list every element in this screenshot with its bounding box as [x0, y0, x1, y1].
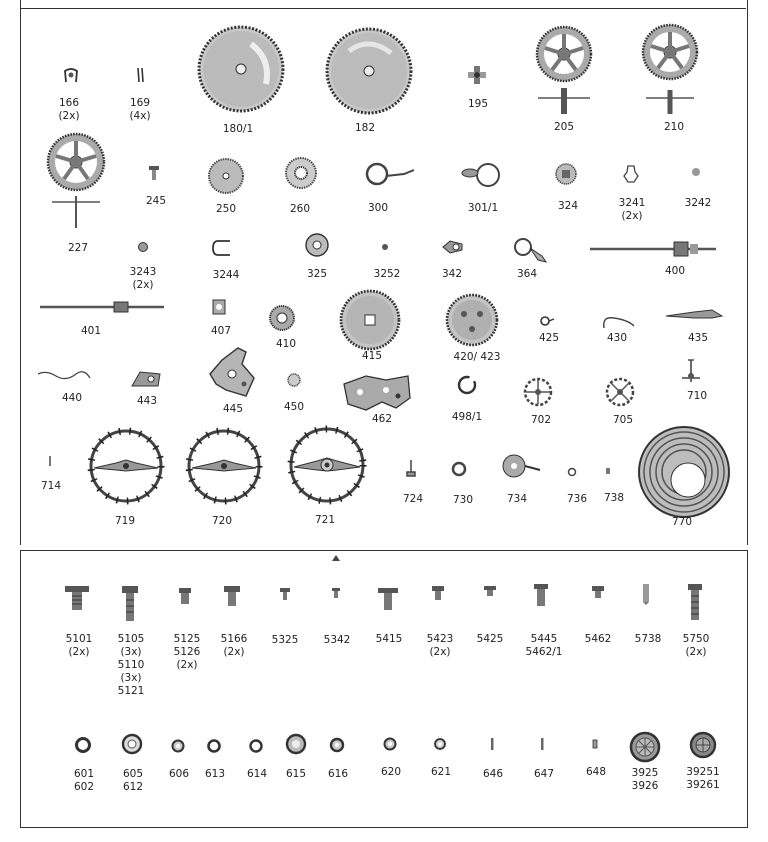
label-721: [315, 514, 335, 527]
jewel-3925: [628, 730, 662, 764]
label-401: [81, 325, 101, 338]
label-line: (3x): [120, 672, 142, 684]
label-245: [146, 195, 166, 208]
part-736: [566, 466, 578, 478]
jewel-606: [170, 738, 186, 754]
label-line: 5415: [375, 633, 403, 645]
label-line: 5462/1: [525, 646, 563, 658]
part-450: [286, 372, 302, 388]
label-line: 462: [371, 413, 393, 425]
label-line: 410: [275, 338, 297, 350]
label-line: 325: [306, 268, 328, 280]
label-5415: [376, 633, 403, 646]
label-line: 5110: [117, 659, 145, 671]
label-line: 620: [380, 766, 402, 778]
label-614: [247, 768, 267, 781]
label-601: [74, 768, 94, 794]
part-425: [538, 314, 556, 328]
label-line: 401: [80, 325, 102, 337]
part-721: [286, 424, 368, 506]
label-line: 646: [482, 768, 504, 780]
jewel-620: [382, 736, 398, 752]
label-line: 721: [314, 514, 336, 526]
label-line: 420/ 423: [453, 351, 501, 363]
label-line: 245: [145, 195, 167, 207]
label-420-423: [454, 351, 501, 364]
label-line: 602: [73, 781, 95, 793]
label-730: [453, 494, 473, 507]
label-line: 3926: [631, 780, 659, 792]
label-line: 440: [61, 392, 83, 404]
label-462: [372, 413, 392, 426]
label-5462: [585, 633, 612, 646]
label-line: 3242: [684, 197, 712, 209]
label-342: [442, 268, 462, 281]
label-705: [613, 414, 633, 427]
label-line: 614: [246, 768, 268, 780]
part-3241: [622, 164, 640, 184]
part-710: [678, 358, 704, 388]
label-5423: [427, 633, 454, 659]
label-5105: [118, 633, 145, 698]
label-5445: [526, 633, 563, 659]
label-616: [328, 768, 348, 781]
label-3925: [632, 767, 659, 793]
part-720: [184, 426, 264, 506]
label-line: 730: [452, 494, 474, 506]
label-5342: [324, 634, 351, 647]
label-line: 5423: [426, 633, 454, 645]
label-line: 702: [530, 414, 552, 426]
label-line: 606: [168, 768, 190, 780]
screw-5462: [590, 584, 606, 600]
part-435: [664, 304, 724, 324]
label-440: [62, 392, 82, 405]
label-210: [664, 121, 684, 134]
label-169: [129, 97, 150, 123]
label-line: 770: [671, 516, 693, 528]
label-line: 400: [664, 265, 686, 277]
label-line: 443: [136, 395, 158, 407]
label-3243: [130, 266, 157, 292]
label-line: 445: [222, 403, 244, 415]
label-719: [115, 515, 135, 528]
jewel-621: [432, 736, 448, 752]
label-line: (2x): [58, 110, 80, 122]
label-line: 5166: [220, 633, 248, 645]
label-line: (4x): [129, 110, 151, 122]
label-line: 39261: [686, 779, 720, 791]
label-line: 616: [327, 768, 349, 780]
label-300: [368, 202, 388, 215]
label-line: 605: [122, 768, 144, 780]
label-line: 3252: [373, 268, 401, 280]
label-39251: [686, 766, 719, 792]
screw-5738: [640, 582, 652, 606]
label-400: [665, 265, 685, 278]
label-5101: [66, 633, 93, 659]
label-250: [216, 203, 236, 216]
part-364: [512, 236, 548, 264]
label-line: 5750: [682, 633, 710, 645]
label-line: 364: [516, 268, 538, 280]
label-606: [169, 768, 189, 781]
label-714: [41, 480, 61, 493]
label-line: 5325: [271, 634, 299, 646]
part-702: [520, 374, 556, 410]
label-line: 5342: [323, 634, 351, 646]
part-407: [210, 298, 228, 316]
label-736: [567, 493, 587, 506]
part-250: [206, 156, 246, 196]
jewel-39251: [688, 730, 718, 760]
label-620: [381, 766, 401, 779]
label-724: [403, 493, 423, 506]
part-205: [534, 24, 594, 120]
part-260: [284, 156, 318, 190]
part-3242: [690, 166, 702, 178]
label-line: 719: [114, 515, 136, 527]
part-227: [44, 132, 108, 232]
part-210: [640, 22, 700, 118]
screw-5425: [482, 584, 498, 598]
screw-5105: [120, 584, 140, 624]
label-line: 3243: [129, 266, 157, 278]
label-498-1: [452, 411, 482, 424]
label-195: [468, 98, 488, 111]
label-line: 342: [441, 268, 463, 280]
jewel-613: [206, 738, 222, 754]
label-line: 430: [606, 332, 628, 344]
label-line: (2x): [223, 646, 245, 658]
part-705: [602, 374, 638, 410]
label-5166: [221, 633, 248, 659]
part-324: [554, 162, 578, 186]
jewel-647: [538, 736, 546, 752]
label-line: 5738: [634, 633, 662, 645]
part-770: [636, 424, 732, 520]
label-line: 169: [129, 97, 151, 109]
label-line: 301/1: [467, 202, 499, 214]
screw-5415: [376, 586, 400, 612]
label-line: 227: [67, 242, 89, 254]
part-738: [604, 466, 612, 476]
label-line: 180/1: [222, 123, 254, 135]
part-730: [450, 460, 468, 478]
label-line: 250: [215, 203, 237, 215]
label-line: (2x): [68, 646, 90, 658]
label-line: 714: [40, 480, 62, 492]
label-325: [307, 268, 327, 281]
part-3243: [136, 240, 150, 254]
label-line: 648: [585, 766, 607, 778]
part-400: [588, 238, 718, 258]
label-line: 425: [538, 332, 560, 344]
label-621: [431, 766, 451, 779]
label-line: 705: [612, 414, 634, 426]
label-364: [517, 268, 537, 281]
label-line: 182: [354, 122, 376, 134]
label-line: 3925: [631, 767, 659, 779]
label-line: 3241: [618, 197, 646, 209]
label-line: 601: [73, 768, 95, 780]
label-line: 300: [367, 202, 389, 214]
label-line: (2x): [621, 210, 643, 222]
label-line: (3x): [120, 646, 142, 658]
label-line: 407: [210, 325, 232, 337]
label-770: [672, 516, 692, 529]
part-410: [268, 304, 296, 332]
label-line: 734: [506, 493, 528, 505]
label-443: [137, 395, 157, 408]
part-445: [202, 344, 260, 402]
label-line: 736: [566, 493, 588, 505]
screw-5166: [222, 584, 242, 608]
label-line: (2x): [429, 646, 451, 658]
part-325: [304, 232, 330, 258]
part-462: [342, 372, 412, 412]
label-line: 195: [467, 98, 489, 110]
label-line: 5125: [173, 633, 201, 645]
top-rule: [20, 8, 746, 9]
part-342: [440, 238, 466, 256]
label-line: (2x): [176, 659, 198, 671]
label-3252: [374, 268, 401, 281]
label-line: 324: [557, 200, 579, 212]
screw-5445: [532, 582, 550, 608]
label-line: 613: [204, 768, 226, 780]
label-line: 415: [361, 350, 383, 362]
label-605: [123, 768, 143, 794]
label-3242: [685, 197, 712, 210]
label-line: (2x): [132, 279, 154, 291]
label-227: [68, 242, 88, 255]
label-line: 3244: [212, 269, 240, 281]
label-3241: [619, 197, 646, 223]
label-450: [284, 401, 304, 414]
part-734: [496, 452, 544, 480]
label-734: [507, 493, 527, 506]
part-719: [86, 426, 166, 506]
label-line: 621: [430, 766, 452, 778]
label-430: [607, 332, 627, 345]
label-702: [531, 414, 551, 427]
part-401: [38, 298, 166, 316]
divider-mark: [330, 553, 342, 563]
part-195: [466, 64, 488, 86]
label-line: 738: [603, 492, 625, 504]
label-435: [688, 332, 708, 345]
label-710: [687, 390, 707, 403]
part-724: [404, 458, 418, 480]
label-line: 5105: [117, 633, 145, 645]
label-line: (2x): [685, 646, 707, 658]
label-166: [58, 97, 79, 123]
label-646: [483, 768, 503, 781]
part-443: [130, 368, 164, 392]
label-line: 205: [553, 121, 575, 133]
jewel-601: [74, 736, 92, 754]
label-line: 435: [687, 332, 709, 344]
label-line: 498/1: [451, 411, 483, 423]
label-410: [276, 338, 296, 351]
part-440: [36, 366, 92, 388]
screw-5325: [278, 586, 292, 602]
part-714: [46, 455, 54, 467]
label-613: [205, 768, 225, 781]
label-line: 615: [285, 768, 307, 780]
label-line: 724: [402, 493, 424, 505]
label-5738: [635, 633, 662, 646]
label-615: [286, 768, 306, 781]
part-420-423: [444, 292, 500, 348]
label-line: 5462: [584, 633, 612, 645]
jewel-615: [284, 732, 308, 756]
label-line: 612: [122, 781, 144, 793]
part-300: [364, 160, 416, 190]
part-301-1: [458, 160, 502, 190]
jewel-616: [328, 736, 346, 754]
jewel-605: [120, 732, 144, 756]
part-182: [324, 26, 414, 116]
label-5125: [174, 633, 201, 672]
label-182: [355, 122, 375, 135]
label-647: [534, 768, 554, 781]
jewel-646: [488, 736, 496, 752]
part-415: [338, 288, 402, 352]
label-line: 450: [283, 401, 305, 413]
label-line: 647: [533, 768, 555, 780]
part-430: [600, 312, 636, 332]
part-3252: [380, 242, 390, 252]
label-5750: [683, 633, 710, 659]
label-line: 5121: [117, 685, 145, 697]
label-180-1: [223, 123, 253, 136]
part-180-1: [196, 24, 286, 114]
label-407: [211, 325, 231, 338]
label-line: 5101: [65, 633, 93, 645]
screw-5750: [686, 582, 704, 622]
label-line: 39251: [686, 766, 720, 778]
screw-5101: [62, 584, 92, 612]
part-3244: [210, 238, 234, 258]
label-line: 210: [663, 121, 685, 133]
label-415: [362, 350, 382, 363]
label-line: 166: [58, 97, 80, 109]
label-line: 5445: [530, 633, 558, 645]
part-169: [134, 66, 148, 84]
jewel-648: [590, 738, 600, 750]
label-445: [223, 403, 243, 416]
label-line: 720: [211, 515, 233, 527]
label-line: 260: [289, 203, 311, 215]
label-260: [290, 203, 310, 216]
label-5325: [272, 634, 299, 647]
part-245: [146, 164, 162, 182]
label-738: [604, 492, 624, 505]
label-5425: [477, 633, 504, 646]
label-720: [212, 515, 232, 528]
part-498-1: [456, 374, 478, 396]
label-3244: [213, 269, 240, 282]
label-line: 5126: [173, 646, 201, 658]
screw-5125: [176, 586, 194, 606]
label-648: [586, 766, 606, 779]
label-205: [554, 121, 574, 134]
part-166: [62, 66, 80, 84]
jewel-614: [248, 738, 264, 754]
label-line: 5425: [476, 633, 504, 645]
screw-5423: [430, 584, 446, 602]
screw-5342: [330, 586, 342, 600]
label-425: [539, 332, 559, 345]
label-line: 710: [686, 390, 708, 402]
label-324: [558, 200, 578, 213]
label-301-1: [468, 202, 498, 215]
